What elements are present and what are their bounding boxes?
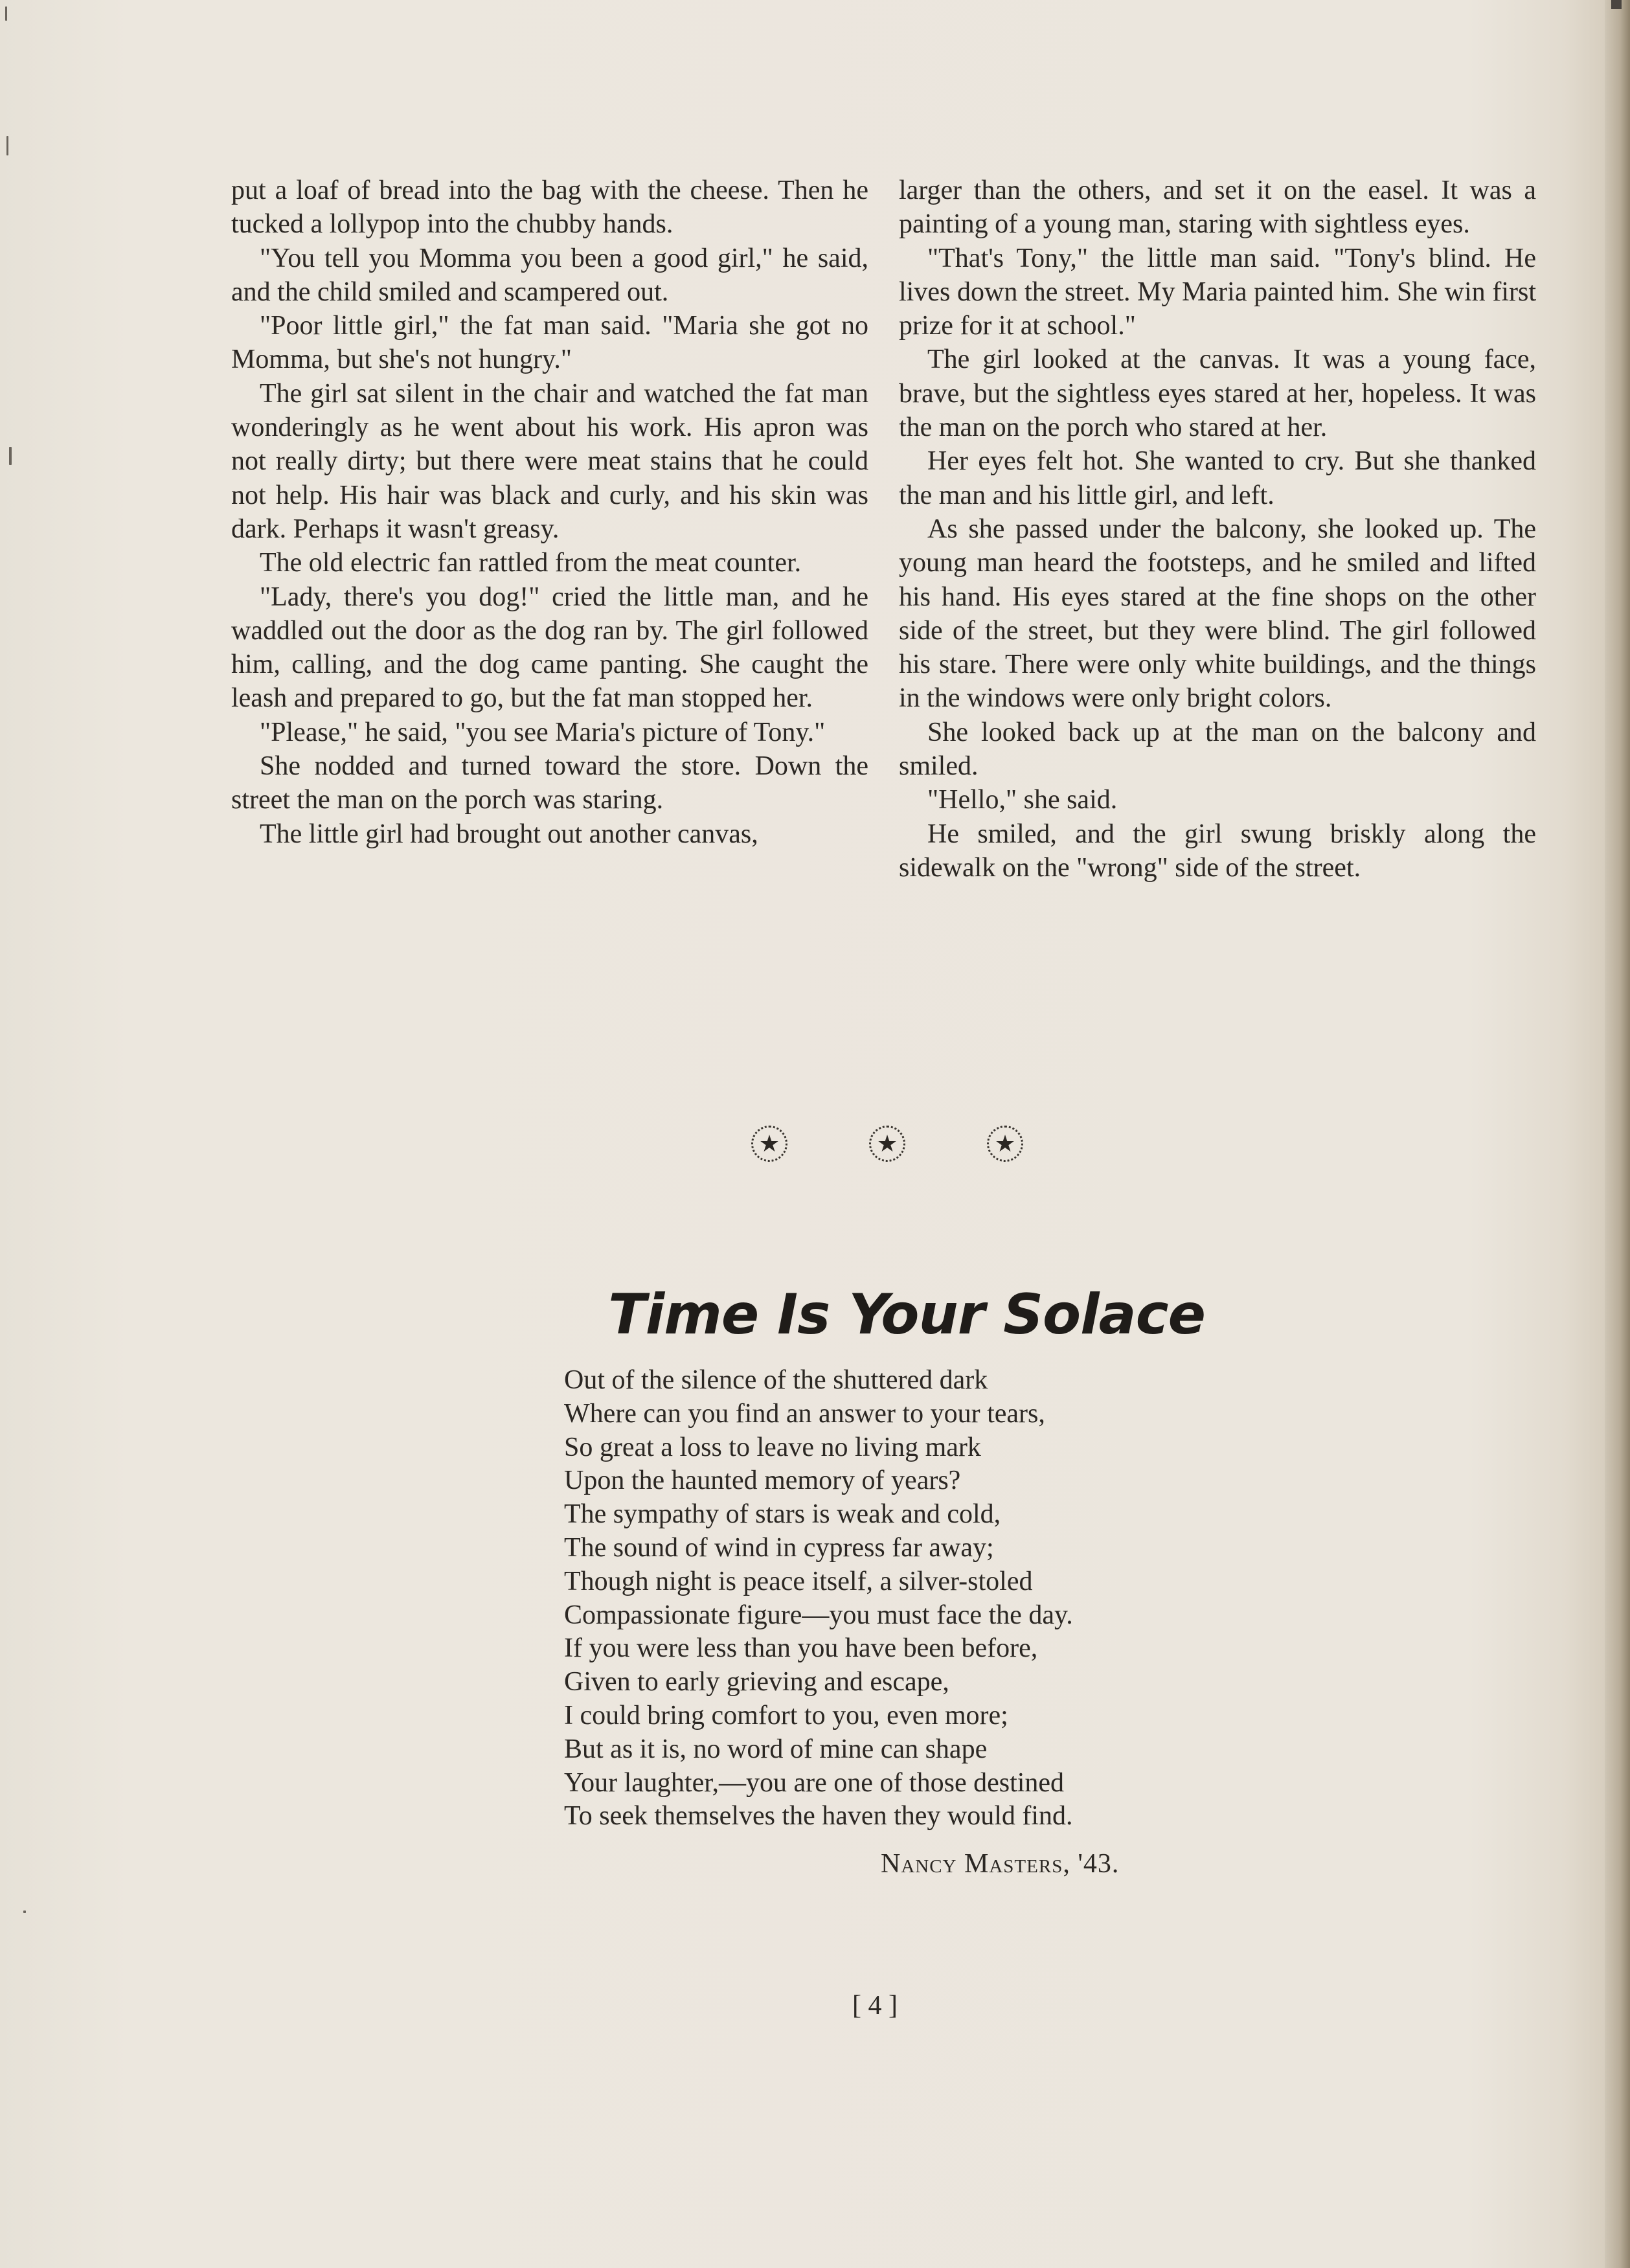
poem-line: Though night is peace itself, a silver-stoled [564,1566,1033,1596]
paragraph: She nodded and turned toward the store. Down the street the man on the porch was staring. [231,751,868,815]
left-column [231,174,868,851]
star-ornament-icon: ★ [869,1126,905,1162]
scan-speck [23,1911,26,1913]
poem-line: Your laughter,—you are one of those destined [564,1767,1065,1798]
paragraph: As she passed under the balcony, she looked up. The young man heard the footsteps, and he smiled and lifted his hand. His eyes stared at the fine shops on the other side of the street, but they were blind. The girl followed his stare. There were only white buildings, and the things in the windows were only bright colors. [899,514,1536,714]
scan-speck [5,6,7,21]
poem-line: But as it is, no word of mine can shape [564,1734,988,1764]
paragraph: larger than the others, and set it on the easel. It was a painting of a young man, staring with sightless eyes. [899,176,1536,240]
poem-author: Nancy Masters, '43. [881,1849,1120,1879]
paragraph: The old electric fan rattled from the meat counter. [260,548,802,578]
paragraph: "You tell you Momma you been a good girl," he said, and the child smiled and scampered out. [231,243,868,307]
poem-line: If you were less than you have been before, [564,1633,1038,1664]
poem-line: Upon the haunted memory of years? [564,1466,961,1496]
poem-line: So great a loss to leave no living mark [564,1432,981,1462]
paragraph: The little girl had brought out another canvas, [260,819,758,849]
paragraph: "Lady, there's you dog!" cried the little man, and he waddled out the door as the dog ran by. The girl followed him, calling, and the dog came panting. She caught the leash and prepared to go, but the fat man stopped her. [231,582,868,714]
scan-mark [1611,0,1622,9]
paragraph: "Please," he said, "you see Maria's picture of Tony." [260,717,826,747]
poem-line: Given to early grieving and escape, [564,1667,949,1697]
poem-line: Compassionate figure—you must face the day. [564,1600,1073,1630]
paragraph: The girl looked at the canvas. It was a young face, brave, but the sightless eyes stared at her, hopeless. It was the man on the porch who stared at her. [899,345,1536,443]
paragraph: She looked back up at the man on the balcony and smiled. [899,717,1536,782]
poem-line: Where can you find an answer to your tears, [564,1398,1045,1429]
poem-title: Time Is Your Solace [608,1282,1205,1347]
scan-speck [6,136,8,155]
right-column [899,174,1536,885]
poem-line: To seek themselves the haven they would find. [564,1801,1073,1831]
page-number: [ 4 ] [852,1991,898,2021]
poem-line: Out of the silence of the shuttered dark [564,1365,988,1395]
paragraph: The girl sat silent in the chair and watched the fat man wonderingly as he went about his work. His apron was not really dirty; but there were meat stains that he could not help. His hair was black and curly, and his skin was dark. Perhaps it wasn't greasy. [231,378,868,544]
poem-line: The sound of wind in cypress far away; [564,1532,994,1563]
paragraph: "That's Tony," the little man said. "Tony's blind. He lives down the street. My Maria painted him. She win first prize for it at school." [899,243,1536,341]
section-divider [751,1124,1023,1163]
star-ornament-icon: ★ [987,1126,1023,1162]
poem-line: I could bring comfort to you, even more; [564,1700,1008,1730]
star-ornament-icon: ★ [751,1126,787,1162]
scan-speck [9,447,12,465]
paragraph: put a loaf of bread into the bag with the cheese. Then he tucked a lollypop into the chubby hands. [231,176,868,240]
paragraph: Her eyes felt hot. She wanted to cry. But she thanked the man and his little girl, and left. [899,446,1536,510]
paragraph: "Poor little girl," the fat man said. "Maria she got no Momma, but she's not hungry." [231,311,868,375]
paragraph: He smiled, and the girl swung briskly along the sidewalk on the "wrong" side of the street. [899,819,1536,883]
paragraph: "Hello," she said. [927,785,1118,815]
poem-line: The sympathy of stars is weak and cold, [564,1499,1001,1530]
poem-body [564,1364,1218,1833]
page-binding-edge [1605,0,1630,2268]
